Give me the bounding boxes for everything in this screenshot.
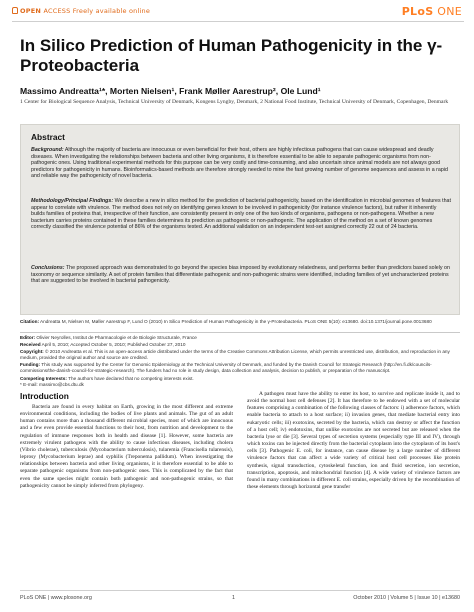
citation-label: Citation: xyxy=(20,319,40,324)
introduction-heading: Introduction xyxy=(20,391,69,401)
plos-one-logo xyxy=(402,5,462,18)
introduction-right-column: A pathogen must have the ability to enter its host, to survive and replicate inside it, and to avoid the normal host cell defenses [2]. It has therefore to be endowed with a set of molecular features comprising a combination of the following classes of factors: i) adherence factors, which enable bacteria to attach to a host surface; ii) invasion genes, that mediate bacterial entry into eukaryotic cells; iii) exotoxins, secreted by the bacteria, which can destroy or affect the function of a host cell; iv) endotoxins, that unlike exotoxins are not secreted but are released when the bacteria lyse or die [3]. Several types of secretion systems (especially type III and IV), through which toxins can be injected directly from the bacterial cytoplasm into the cytoplasm of its host's cells [3]. Pathogenic E. coli, for instance, can cause disease by a large number of different virulence factors that can affect a wide variety of critical host cell processes like protein synthesis, signal transduction, cytoskeletal function, ion and fluid secretion, ion secretion, transcription, apoptosis, and mitochondrial function [4]. A wide variety of virulence factors are found in many combinations in different E. coli strains, especially driven by the recombination of these elements through horizontal gene transfer xyxy=(247,391,460,491)
open-access-lock-icon xyxy=(12,7,18,14)
competing-interests-label: Competing Interests: xyxy=(20,376,67,381)
abstract-methods-label: Methodology/Principal Findings: xyxy=(31,198,114,204)
abstract-background-text: Although the majority of bacteria are innocuous or even beneficial for their host, others are highly infectious pathogens that can cause widespread and deadly diseases. When investigating the relationships between bacteria and other living organisms, it is therefore essential to be able to separate pathogenic organisms from non-pathogenic ones. Using traditional experimental methods for this purpose can be very costly and time-consuming, and also uncertain since animal models are not always good predictors for pathogenicity in humans. Bioinformatics-based methods are therefore strongly needed to mine the fast growing number of genome sequences and assess in a rapid and reliable way the pathogenicity of novel bacteria. xyxy=(31,147,448,180)
funding-line xyxy=(20,362,460,374)
footer-issue: October 2010 | Volume 5 | Issue 10 | e13680 xyxy=(353,595,460,601)
abstract-conclusions-label: Conclusions: xyxy=(31,265,65,271)
dates-label: Received xyxy=(20,342,41,347)
copyright-text: © 2010 Andreatta et al. This is an open-access article distributed under the terms of the Creative Commons Attribution License, which permits unrestricted use, distribution, and reproduction in any medium, provided the original author and source are credited. xyxy=(20,349,450,360)
author-affiliations: 1 Center for Biological Sequence Analysis, Technical University of Denmark, Kongens Lyngby, Denmark, 2 National Food Institute, Technical University of Denmark, Copenhagen, Denmark xyxy=(20,99,449,105)
open-access-note: ACCESS Freely available online xyxy=(43,7,151,15)
abstract-methods xyxy=(31,198,451,231)
article-title: In Silico Prediction of Human Pathogenicity in the γ-Proteobacteria xyxy=(20,36,443,75)
editor-line xyxy=(20,335,460,341)
logo-sub-text: ONE xyxy=(433,5,462,18)
competing-interests-line xyxy=(20,376,236,388)
meta-divider xyxy=(20,332,460,333)
abstract-methods-text: We describe a new in silico method for the prediction of bacterial pathogenicity, based on the identification in microbial genomes of features that appear to correlate with virulence. The method does not rely on identifying genes known to be involved in pathogenicity (for instance virulence factors), but rather it inherently builds families of proteins that, irrespective of their function, are consistently present in only one of the two kinds of organisms, pathogens or non-pathogens. Whether a new bacterium carries proteins contained in these families determines its prediction as pathogenic or non-pathogenic. The application of the method on a set of known genomes correctly classified the virulence potential of 86% of the organisms tested. An additional validation on an independent test-set assigned correctly 22 out of 24 bacteria. xyxy=(31,198,451,231)
abstract-conclusions-text: The proposed approach was demonstrated to go beyond the species bias imposed by evolutionary relatedness, and performs better than predictors based solely on taxonomy or sequence similarity. A set of protein families that differentiate pathogenic and non-pathogenic strains were identified, including families of yet uncharacterized proteins that are suggested to be involved in bacterial pathogenicity. xyxy=(31,265,450,285)
editor-text: Olivier Neyrolles, Institut de Pharmacologie et de Biologie Structurale, France xyxy=(35,335,197,340)
copyright-line xyxy=(20,349,460,361)
dates-text: April 5, 2010; Accepted October 5, 2010; Published October 27, 2010 xyxy=(40,342,186,347)
abstract-heading: Abstract xyxy=(31,132,65,142)
abstract-conclusions xyxy=(31,265,451,285)
author-list: Massimo Andreatta¹*, Morten Nielsen¹, Frank Møller Aarestrup², Ole Lund¹ xyxy=(20,86,321,96)
footer-journal: PLoS ONE | www.plosone.org xyxy=(20,595,92,601)
journal-header xyxy=(12,6,464,20)
open-access-badge xyxy=(12,7,150,15)
footer-page-number: 1 xyxy=(232,595,235,601)
dates-line xyxy=(20,342,460,348)
abstract-background-label: Background: xyxy=(31,147,64,153)
funding-label: Funding: xyxy=(20,362,41,367)
editor-label: Editor: xyxy=(20,335,36,340)
header-divider xyxy=(12,21,464,22)
introduction-left-column: Bacteria are found in every habitat on Earth, growing in the most different and extreme environmental conditions, including the bodies of live plants and animals. The gut of an adult human contains more than a thousand different microbial species, most of which are innocuous and a few even provide essential functions to their host, from nutrition and development to the regulation of immune responses both in health and disease [1]. However, some bacteria are extremely virulent pathogens with the ability to cause infectious diseases, including cholera (Vibrio cholerae), tuberculosis (Mycobacterium tuberculosis), tularemia (Francisella tularensis), leprosy (Mycobacterium leprae) and syphilis (Treponema pallidum). When investigating the relationships between bacteria and other living organisms, it is therefore essential to be able to separate pathogenic organisms from non-pathogenic ones. This is complicated by the fact that even the same species might contain both pathogenic and non-pathogenic strains, so that pathogenicity cannot be simply inferred from phylogeny. xyxy=(20,404,233,489)
corresponding-email[interactable]: * E-mail: massimo@cbs.dtu.dk xyxy=(20,381,84,387)
copyright-label: Copyright: xyxy=(20,349,44,354)
abstract-background xyxy=(31,147,451,180)
open-access-label: OPEN xyxy=(20,7,41,15)
competing-interests-text: The authors have declared that no competing interests exist. xyxy=(66,376,194,381)
abstract-box xyxy=(20,124,460,315)
footer-divider xyxy=(20,590,460,591)
citation-line xyxy=(20,319,460,325)
funding-text: This study was supported by the Center for Genomic Epidemiology at the Technical University of Denmark, and funded by the Danish Council for Strategic Research (http://en.fi.dk/councils-commissions/the-danish-council-for-strategic-research). The funders had no role in study design, data collection and analysis, decision to publish, or preparation of the manuscript. xyxy=(20,362,432,373)
citation-text: Andreatta M, Nielsen M, Møller Aarestrup F, Lund O (2010) In Silico Prediction of Human Pathogenicity in the γ-Proteobacteria. PLoS ONE 5(10): e13680. doi:10.1371/journal.pone.0013680 xyxy=(39,319,432,324)
logo-main-text: PLoS xyxy=(401,5,434,18)
